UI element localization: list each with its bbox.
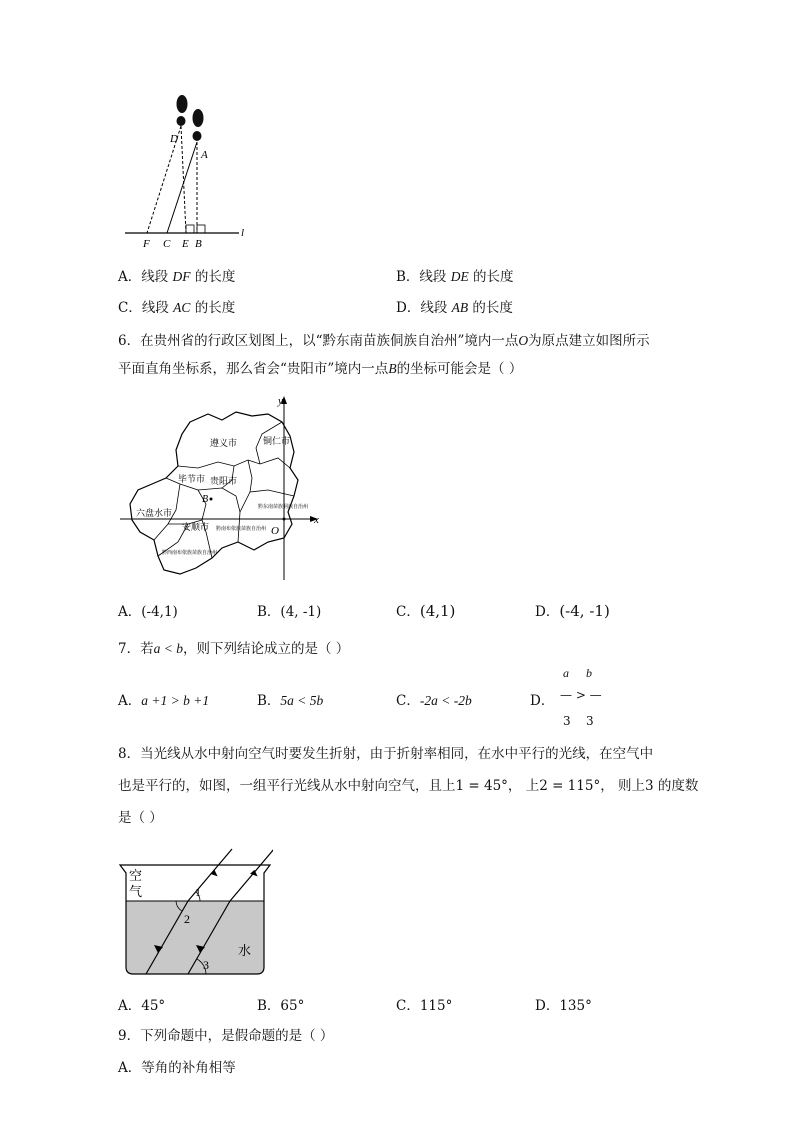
region-qiandongnan: 黔东南苗族侗族自治州 [258,505,309,510]
label-B: B [195,238,202,250]
label-D: D [170,133,178,145]
origin-dot [283,518,286,521]
region-qianxinan: 黔西南布依族苗族自治州 [162,551,218,556]
q5-footprint-figure [115,90,255,250]
q7-d-den-a: 3 [563,714,571,728]
guizhou-map-figure [118,392,333,582]
q7-stem: 7．若a < b，则下列结论成立的是（ ） [118,641,350,657]
q6-stem-line2: 平面直角坐标系，那么省会“贵阳市”境内一点B的坐标可能会是（ ） [118,361,523,377]
q8-option-c[interactable]: C．115° [396,998,453,1014]
footprint-left-icon [177,95,188,126]
q6-option-a[interactable]: A．(-4,1) [118,604,178,620]
q6-option-b[interactable]: B．(4, -1) [257,604,322,620]
label-C: C [163,238,171,250]
region-anshun: 安顺市 [182,522,210,532]
region-liupanshui: 六盘水市 [136,508,173,518]
origin-label: O [271,525,279,537]
q6-stem-line1: 6．在贵州省的行政区划图上，以“黔东南苗族侗族自治州”境内一点O为原点建立如图所示 [118,333,650,349]
q7-d-num-a: a [563,666,569,680]
refraction-figure [118,843,273,978]
q7-option-b[interactable]: B．5a < 5b [257,693,324,709]
air-label-1: 空 [129,868,143,883]
region-bijie: 毕节市 [178,474,206,484]
q6-option-c[interactable]: C．(4,1) [396,602,456,620]
q9-stem: 9．下列命题中，是假命题的是（ ） [118,1028,334,1044]
q5-option-c[interactable]: C．线段 AC 的长度 [118,300,236,316]
q7-option-a[interactable]: A．a +1 > b +1 [118,693,210,709]
q8-option-a[interactable]: A．45° [118,998,166,1014]
water-area [126,901,264,974]
q7-d-den-b: 3 [586,714,594,728]
region-qiannan: 黔南布依族苗族自治州 [216,527,267,532]
q7-option-c[interactable]: C．-2a < -2b [396,693,472,709]
point-B-dot [210,498,213,501]
water-label: 水 [238,943,252,958]
point-B-label: B [202,494,209,505]
region-guiyang: 贵阳市 [210,476,238,486]
q8-option-d[interactable]: D．135° [535,998,592,1014]
q8-stem-line1: 8．当光线从水中射向空气时要发生折射，由于折射率相同，在水中平行的光线，在空气中 [118,746,654,762]
q7-d-num-b: b [586,666,592,680]
q8-stem-line2: 也是平行的，如图，一组平行光线从水中射向空气，且上1 = 45°， 上2 = 115°， 则上3 的度数 [118,778,699,794]
q5-option-d[interactable]: D．线段 AB 的长度 [396,300,513,316]
q6-option-d[interactable]: D．(-4, -1) [535,602,610,620]
region-zunyi: 遵义市 [210,438,238,448]
angle-3-label: 3 [203,958,209,972]
q8-stem-line3: 是（ ） [118,810,163,826]
angle-2-label: 2 [184,912,190,926]
label-l: l [241,227,245,239]
angle-1-label: 1 [195,885,201,899]
footprint-right-icon [193,109,204,141]
q7-d-letter: D． [530,693,555,709]
q9-option-a[interactable]: A．等角的补角相等 [118,1060,236,1076]
q8-option-b[interactable]: B．65° [257,998,305,1014]
label-A: A [201,149,208,161]
y-axis-label: y [278,395,283,407]
label-F: F [143,238,150,250]
air-label-2: 气 [129,884,143,899]
q5-option-b[interactable]: B．线段 DE 的长度 [396,269,514,285]
q5-option-a[interactable]: A．线段 DF 的长度 [118,269,236,285]
q7-option-d[interactable] [530,666,610,730]
region-tongren: 铜仁市 [263,436,291,446]
q7-d-relation: — > — [560,688,602,702]
x-axis-label: x [314,514,319,526]
label-E: E [182,238,189,250]
